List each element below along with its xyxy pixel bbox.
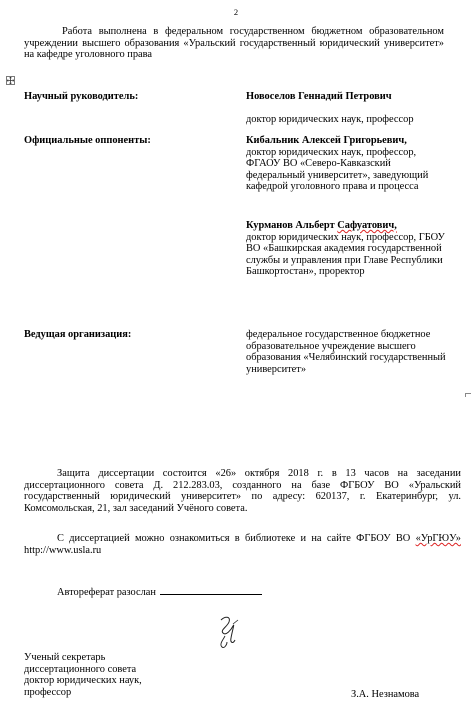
lead-org-text: федеральное государственное бюджетное образовательное учреждение высшего образования «Челябинский государственный университет» <box>246 329 446 375</box>
table-move-handle-icon[interactable] <box>6 76 15 85</box>
supervisor-name: Новоселов Геннадий Петрович <box>246 91 392 102</box>
opponent-2-details: доктор юридических наук, профессор, ГБОУ ВО «Башкирская академия государственной службы и управления при Главе Республики Башкортостан», проректор <box>246 231 445 278</box>
opponent-1-name: Кибальник Алексей Григорьевич, <box>246 135 407 146</box>
secretary-block: Ученый секретарь диссертационного совета доктор юридических наук, профессор <box>24 652 142 698</box>
date-blank <box>160 585 262 595</box>
signature-icon <box>205 612 249 652</box>
spelling-mark: Сафуатович, <box>337 220 397 231</box>
page-number: 2 <box>233 7 239 17</box>
opponent-1-details: доктор юридических наук, профессор, ФГАОУ ВО «Северо-Кавказский федеральный университет», заведующий кафедрой уголовного права и процесса <box>246 146 429 193</box>
margin-mark <box>465 393 471 397</box>
sent-label: Автореферат разослан <box>57 587 156 598</box>
defense-paragraph: Защита диссертации состоится «26» октября 2018 г. в 13 часов на заседании диссертационного совета Д. 212.283.03, созданного на базе ФГБОУ ВО «Уральский государственный юридический университет» по адресу: 620137, г. Екатеринбург, ул. Комсомольская, 21, зал заседаний Учёного совета. <box>24 468 461 514</box>
secretary-name: З.А. Незнамова <box>351 689 420 700</box>
supervisor-title: доктор юридических наук, профессор <box>246 114 414 125</box>
supervisor-block <box>246 91 446 103</box>
supervisor-label: Научный руководитель: <box>24 91 139 102</box>
opponents-label: Официальные оппоненты: <box>24 135 151 146</box>
intro-paragraph: Работа выполнена в федеральном государственном бюджетном образовательном учреждении высшего образования «Уральский государственный юридический университет» на кафедре уголовного права <box>24 26 444 61</box>
sent-line <box>57 585 262 599</box>
opponent-1 <box>246 135 446 193</box>
opponent-2-name: Курманов Альберт Сафуатович, <box>246 220 397 231</box>
opponent-2 <box>246 220 446 278</box>
lead-org-label: Ведущая организация: <box>24 329 132 340</box>
abbr-spelling-mark: «УрГЮУ» <box>415 533 461 544</box>
library-paragraph: С диссертацией можно ознакомиться в библиотеке и на сайте ФГБОУ ВО «УрГЮУ» http://www.usla.ru <box>24 533 461 556</box>
